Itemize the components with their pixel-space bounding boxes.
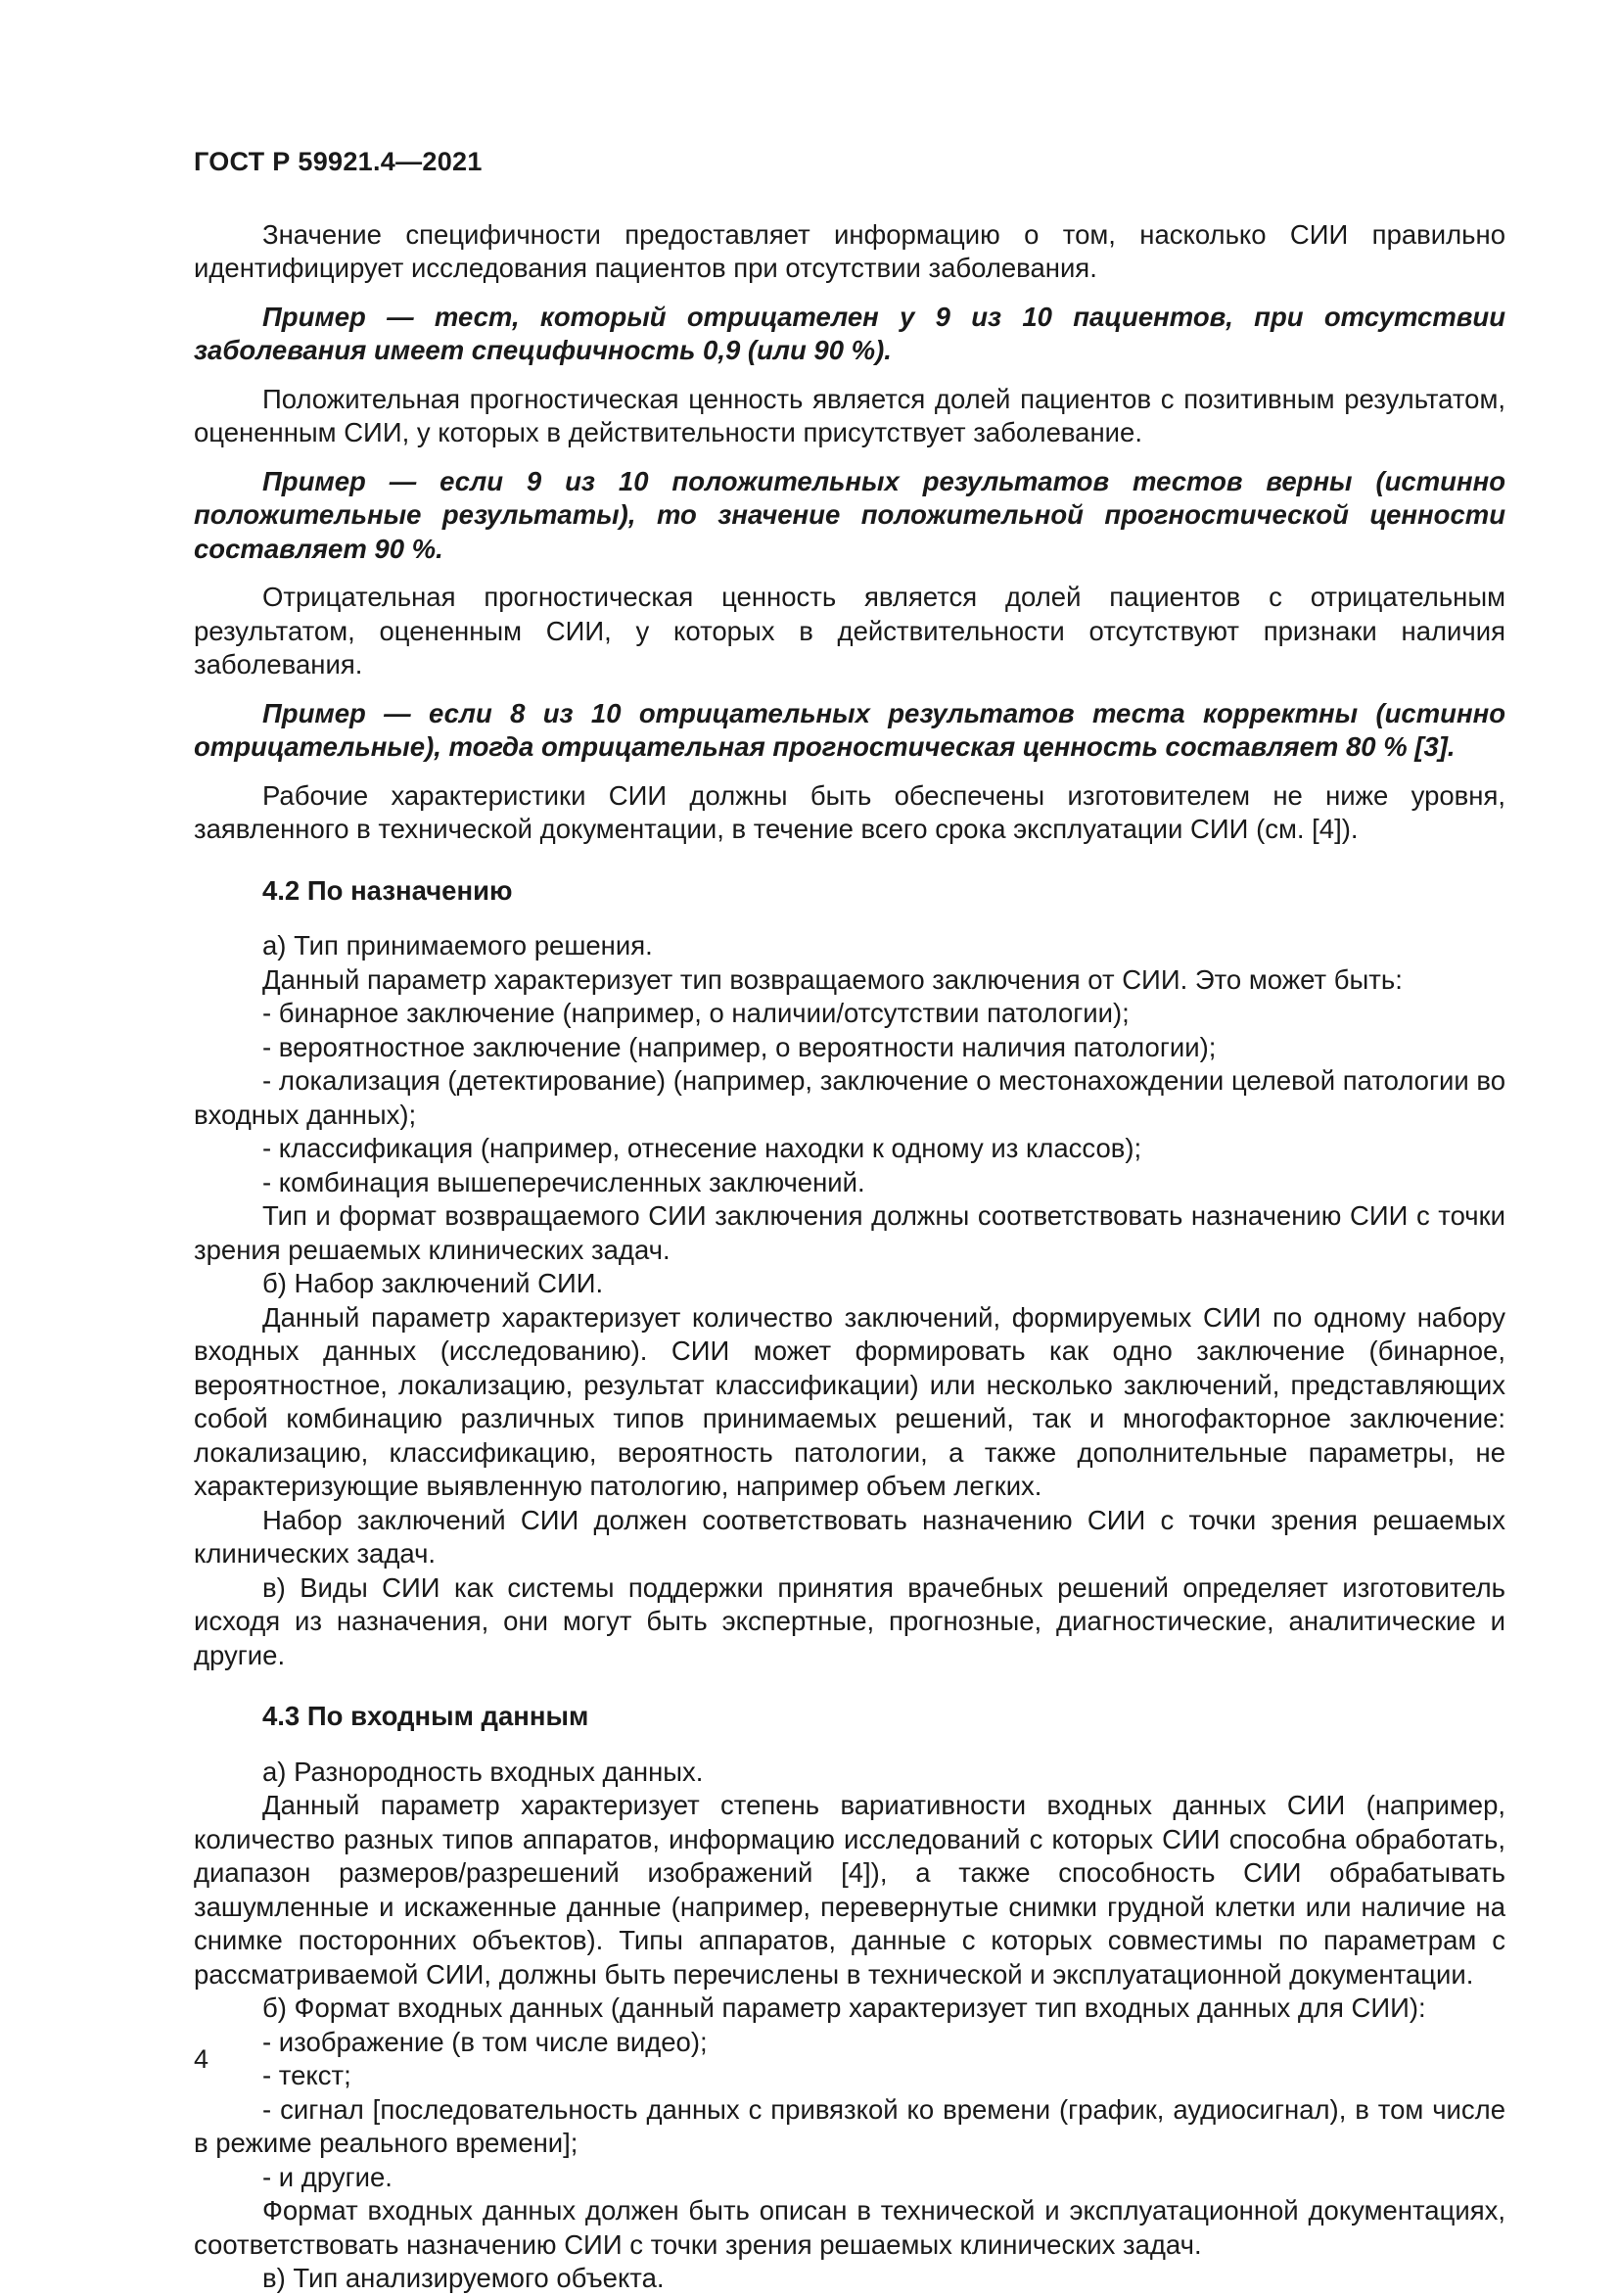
- list-item: - и другие.: [262, 2161, 393, 2192]
- item-4-2-a-desc: Данный параметр характеризует тип возвращаемого заключения от СИИ. Это может быть:: [262, 963, 1403, 995]
- list-item: - изображение (в том числе видео);: [262, 2026, 708, 2057]
- list-item: - текст;: [262, 2060, 351, 2090]
- item-4-2-a: а) Тип принимаемого решения.: [262, 930, 653, 961]
- item-4-2-c: в) Виды СИИ как системы поддержки принятия врачебных решений определяет изготовитель исходя из назначения, они могут быть экспертные, прогнозные, диагностические, аналитические и другие.: [194, 1571, 1505, 1670]
- example-specificity: Пример — тест, который отрицателен у 9 из 10 пациентов, при отсутствии заболевания имеет специфичность 0,9 (или 90 %).: [194, 301, 1505, 365]
- paragraph-performance: Рабочие характеристики СИИ должны быть обеспечены изготовителем не ниже уровня, заявленного в технической документации, в течение всего срока эксплуатации СИИ (см. [4]).: [194, 779, 1505, 844]
- item-4-3-a-desc: Данный параметр характеризует степень вариативности входных данных СИИ (например, количество разных типов аппаратов, информацию исследований с которых СИИ способна обработать, диапазон размеров/разрешений изображений [4]), а также способность СИИ обрабатывать зашумленные и искаженные данные (например, перевернутые снимки грудной клетки или наличие на снимке посторонних объектов). Типы аппаратов, данные с которых совместимы по параметрам с рассматриваемой СИИ, должны быть перечислены в технической и эксплуатационной документации.: [194, 1790, 1505, 1990]
- item-4-2-b-desc: Данный параметр характеризует количество заключений, формируемых СИИ по одному набору входных данных (исследованию). СИИ может формировать как одно заключение (бинарное, вероятностное, локализацию, результат классификации) или несколько заключений, представляющих собой комбинацию различных типов принимаемых решений, так и многофакторное заключение: локализацию, классификацию, вероятность патологии, а также дополнительные параметры, не характеризующие выявленную патологию, например объем легких.: [194, 1301, 1505, 1501]
- section-title-4-2: 4.2 По назначению: [262, 874, 513, 906]
- paragraph-ppv: Положительная прогностическая ценность является долей пациентов с позитивным результатом, оцененным СИИ, у которых в действительности присутствует заболевание.: [194, 383, 1505, 447]
- list-item: - классификация (например, отнесение находки к одному из классов);: [262, 1133, 1142, 1163]
- list-item: - локализация (детектирование) (например, заключение о местонахождении целевой патологии во входных данных);: [194, 1065, 1505, 1130]
- paragraph-npv: Отрицательная прогностическая ценность является долей пациентов с отрицательным результатом, оцененным СИИ, у которых в действительности отсутствуют признаки наличия заболевания.: [194, 582, 1505, 679]
- list-item: - вероятностное заключение (например, о вероятности наличия патологии);: [262, 1031, 1217, 1062]
- item-4-3-b-conclusion: Формат входных данных должен быть описан в технической и эксплуатационной документациях, соответствовать назначению СИИ с точки зрения решаемых клинических задач.: [194, 2195, 1505, 2260]
- document-page: [194, 145, 1505, 2296]
- section-title-4-3: 4.3 По входным данным: [262, 1701, 589, 1731]
- page-number: 4: [194, 2044, 209, 2074]
- list-item: - сигнал [последовательность данных с привязкой ко времени (график, аудиосигнал), в том числе в режиме реального времени];: [194, 2093, 1505, 2158]
- item-4-2-a-conclusion: Тип и формат возвращаемого СИИ заключения должны соответствовать назначению СИИ с точки зрения решаемых клинических задач.: [194, 1200, 1505, 1265]
- item-4-2-b: б) Набор заключений СИИ.: [262, 1268, 604, 1298]
- item-4-3-c: в) Тип анализируемого объекта.: [262, 2263, 665, 2293]
- standard-header: ГОСТ Р 59921.4—2021: [194, 147, 483, 176]
- item-4-3-b: б) Формат входных данных (данный параметр характеризует тип входных данных для СИИ):: [262, 1992, 1426, 2023]
- example-ppv: Пример — если 9 из 10 положительных результатов тестов верны (истинно положительные результаты), то значение положительной прогностической ценности составляет 90 %.: [194, 465, 1505, 564]
- paragraph-specificity: Значение специфичности предоставляет информацию о том, насколько СИИ правильно идентифицирует исследования пациентов при отсутствии заболевания.: [194, 218, 1505, 283]
- list-item: - комбинация вышеперечисленных заключений.: [262, 1166, 865, 1197]
- item-4-3-a: а) Разнородность входных данных.: [262, 1756, 704, 1787]
- example-npv: Пример — если 8 из 10 отрицательных результатов теста корректны (истинно отрицательные), тогда отрицательная прогностическая ценность составляет 80 % [3].: [194, 697, 1505, 762]
- list-item: - бинарное заключение (например, о наличии/отсутствии патологии);: [262, 998, 1130, 1028]
- item-4-2-b-conclusion: Набор заключений СИИ должен соответствовать назначению СИИ с точки зрения решаемых клинических задач.: [194, 1504, 1505, 1569]
